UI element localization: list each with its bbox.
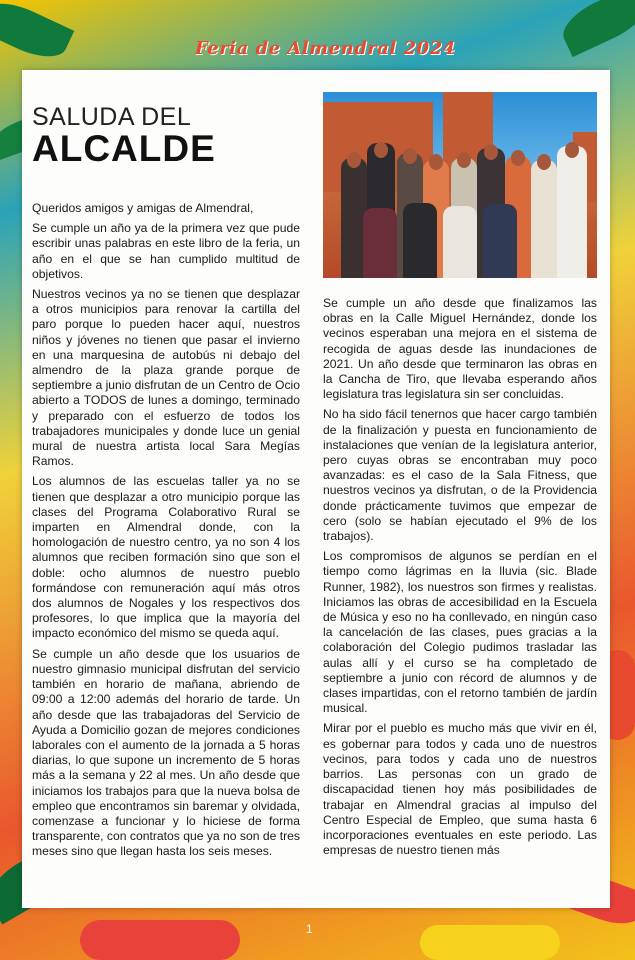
article-page <box>22 70 610 908</box>
paragraph: Los compromisos de algunos se perdían en el tiempo como lágrimas en la lluvia (sic. Blade Runner, 1982), los nuestros son firmes y realistas. Iniciamos las obras de accesibilidad en la Escuela de Música y eso no ha conllevado, en ningún caso la cancelación de las clases, pues gracias a la colaboración del Colegio pudimos trasladar las aulas allí y el curso se ha completado de septiembre a junio con récord de alumnos y de clases impartidas, con el retorno también de jardín musical. <box>323 549 597 716</box>
left-column <box>32 201 300 865</box>
paragraph: No ha sido fácil tenernos que hacer cargo también de la finalización y puesta en funcionamiento de instalaciones que venían de la legislatura anterior, pero cuyas obras se encontraban muy poco avanzadas: es el caso de la Sala Fitness, que nuestros vecinos ya disfrutan, o de la Providencia donde prácticamente tuvimos que empezar de cero (solo se habían ejecutado el 9% de los trabajos). <box>323 407 597 544</box>
paragraph: Se cumple un año desde que los usuarios de nuestro gimnasio municipal disfrutan del servicio también en horario de mañana, abriendo de 09:00 a 12:00 además del horario de tarde. Un año desde que las trabajadoras del Servicio de Ayuda a Domicilio gozan de mejores condiciones laborales con el aumento de la jornada a 5 horas diarias, lo que supone un incremento de 5 horas más a la semana y 22 al mes. Un año desde que iniciamos los trabajos para que la nueva bolsa de empleo que encontramos sin baremar y olvidada, comenzase a funcionar y lo hiciese de forma transparente, con contratos que ya no son de tres meses sino que llegan hasta los seis meses. <box>32 646 300 859</box>
article-title-line2: ALCALDE <box>32 128 216 169</box>
paragraph: Se cumple un año ya de la primera vez que pude escribir unas palabras en este libro de la feria, un año en el que se han cumplido multitud de objetivos. <box>32 221 300 281</box>
article-title-line1: SALUDA DEL <box>32 103 192 131</box>
event-header-title: Feria de Almendral 2024 <box>195 38 456 59</box>
right-column <box>323 296 597 863</box>
paragraph: Queridos amigos y amigas de Almendral, <box>32 201 254 215</box>
paragraph: Se cumple un año desde que finalizamos las obras en la Calle Miguel Hernández, donde los vecinos esperaban una mejora en el sistema de recogida de aguas desde las inundaciones de 2021. Un año desde que terminaron las obras en la Cancha de Tiro, que llevaba esperando años legislatura tras legislatura sin ser concluidas. <box>323 296 597 402</box>
paragraph: Nuestros vecinos ya no se tienen que desplazar a otros municipios para renovar la cartilla del paro porque lo pueden hacer aquí, nuestros niños y jóvenes no tienen que pasar el invierno en una marquesina de autobús ni debajo del almendro de la plaza grande porque de septiembre a junio disfrutan de un Centro de Ocio abierto a TODOS de lunes a domingo, terminado y preparado con el esfuerzo de todos los trabajadores municipales y donde luce un genial mural de nuestra artista local Sara Megías Ramos. <box>32 287 300 469</box>
paragraph: Los alumnos de las escuelas taller ya no se tienen que desplazar a otro municipio porque las clases del Programa Colaborativo Rural se imparten en Almendral donde, con la homologación de nuestro centro, ya no son 4 los alumnos que reciben formación sino que son el doble: ocho alumnos de nuestro pueblo formándose con remuneración aquí más otros dos alumnos de Nogales y los respectivos dos profesores, lo que implica que la mayoría del impacto económico del mismo se queda aquí. <box>32 474 300 641</box>
paragraph: Mirar por el pueblo es mucho más que vivir en él, es gobernar para todos y cada uno de nuestros vecinos, para todos y cada uno de nuestros barrios. Las personas con un grado de discapacidad tienen hoy más posibilidades de trabajar en Almendral gracias al impulso del Centro Especial de Empleo, que suma hasta 6 incorporaciones eventuales en este periodo. Las empresas de nuestro tienen más <box>323 721 597 858</box>
group-photo <box>323 92 597 278</box>
page-number: 1 <box>306 922 313 936</box>
